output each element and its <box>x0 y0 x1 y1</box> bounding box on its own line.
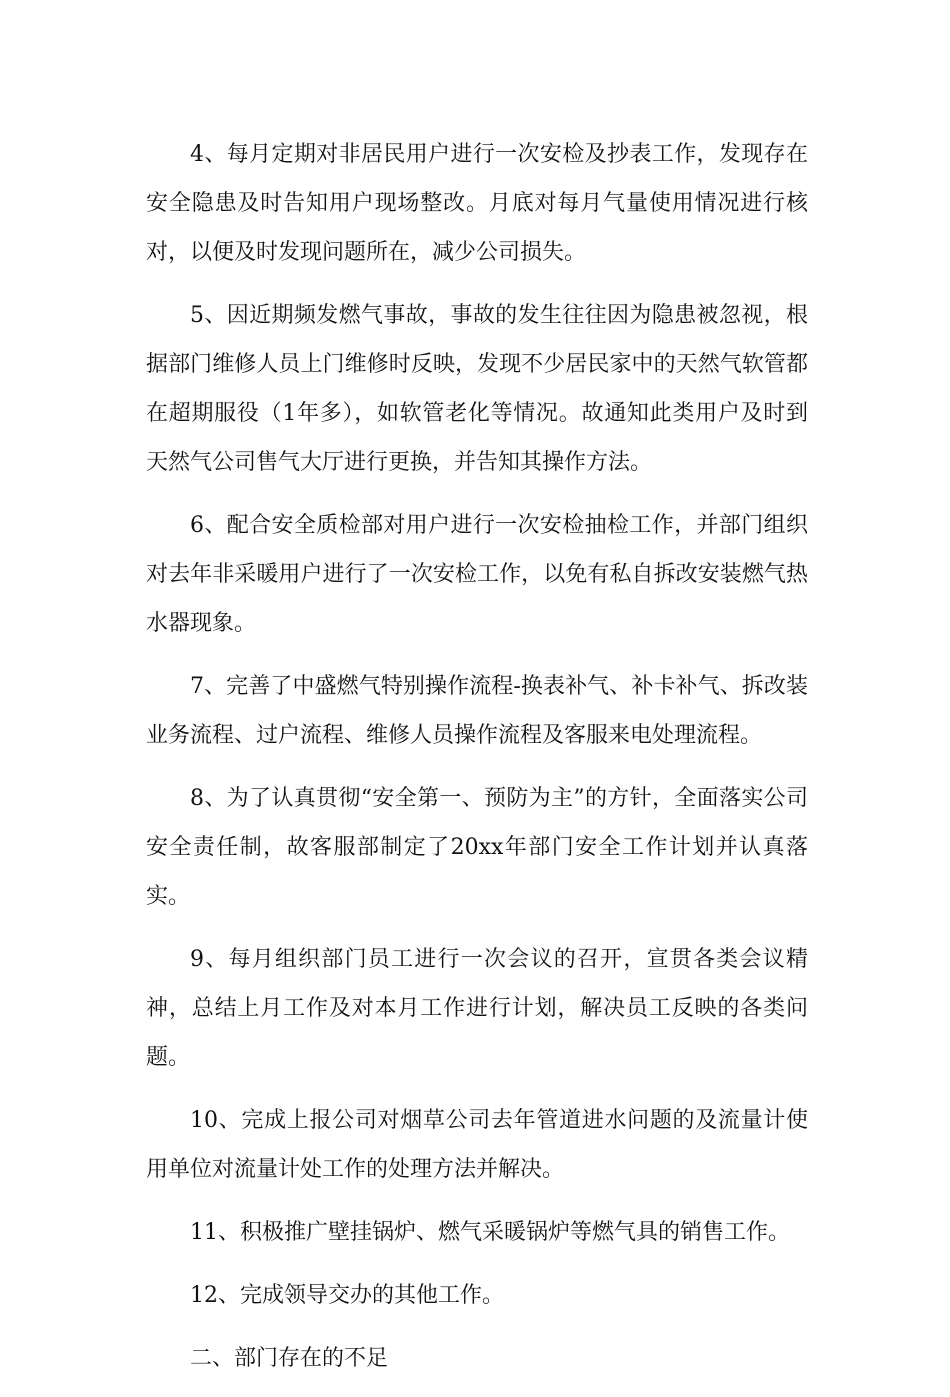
document-body <box>146 130 808 1397</box>
paragraph-item-12: 12、完成领导交办的其他工作。 <box>190 1283 504 1308</box>
paragraph-item-10: 10、完成上报公司对烟草公司去年管道进水问题的及流量计使用单位对流量计处工作的处理方法并解决。 <box>146 1108 808 1182</box>
paragraph-item-9: 9、每月组织部门员工进行一次会议的召开，宣贯各类会议精神，总结上月工作及对本月工作进行计划，解决员工反映的各类问题。 <box>146 947 808 1070</box>
paragraph-item-4: 4、每月定期对非居民用户进行一次安检及抄表工作，发现存在安全隐患及时告知用户现场整改。月底对每月气量使用情况进行核对，以便及时发现问题所在，减少公司损失。 <box>146 142 808 265</box>
paragraph-item-7: 7、完善了中盛燃气特别操作流程-换表补气、补卡补气、拆改装业务流程、过户流程、维修人员操作流程及客服来电处理流程。 <box>146 674 808 748</box>
paragraph-item-8: 8、为了认真贯彻“安全第一、预防为主”的方针，全面落实公司安全责任制，故客服部制定了20xx年部门安全工作计划并认真落实。 <box>146 786 808 909</box>
section-heading: 二、部门存在的不足 <box>190 1346 389 1371</box>
paragraph-item-5: 5、因近期频发燃气事故，事故的发生往往因为隐患被忽视，根据部门维修人员上门维修时反映，发现不少居民家中的天然气软管都在超期服役（1年多），如软管老化等情况。故通知此类用户及时到天然气公司售气大厅进行更换，并告知其操作方法。 <box>146 303 808 475</box>
paragraph-item-11: 11、积极推广壁挂锅炉、燃气采暖锅炉等燃气具的销售工作。 <box>190 1220 790 1245</box>
paragraph-item-6: 6、配合安全质检部对用户进行一次安检抽检工作，并部门组织对去年非采暖用户进行了一次安检工作，以免有私自拆改安装燃气热水器现象。 <box>146 513 808 636</box>
